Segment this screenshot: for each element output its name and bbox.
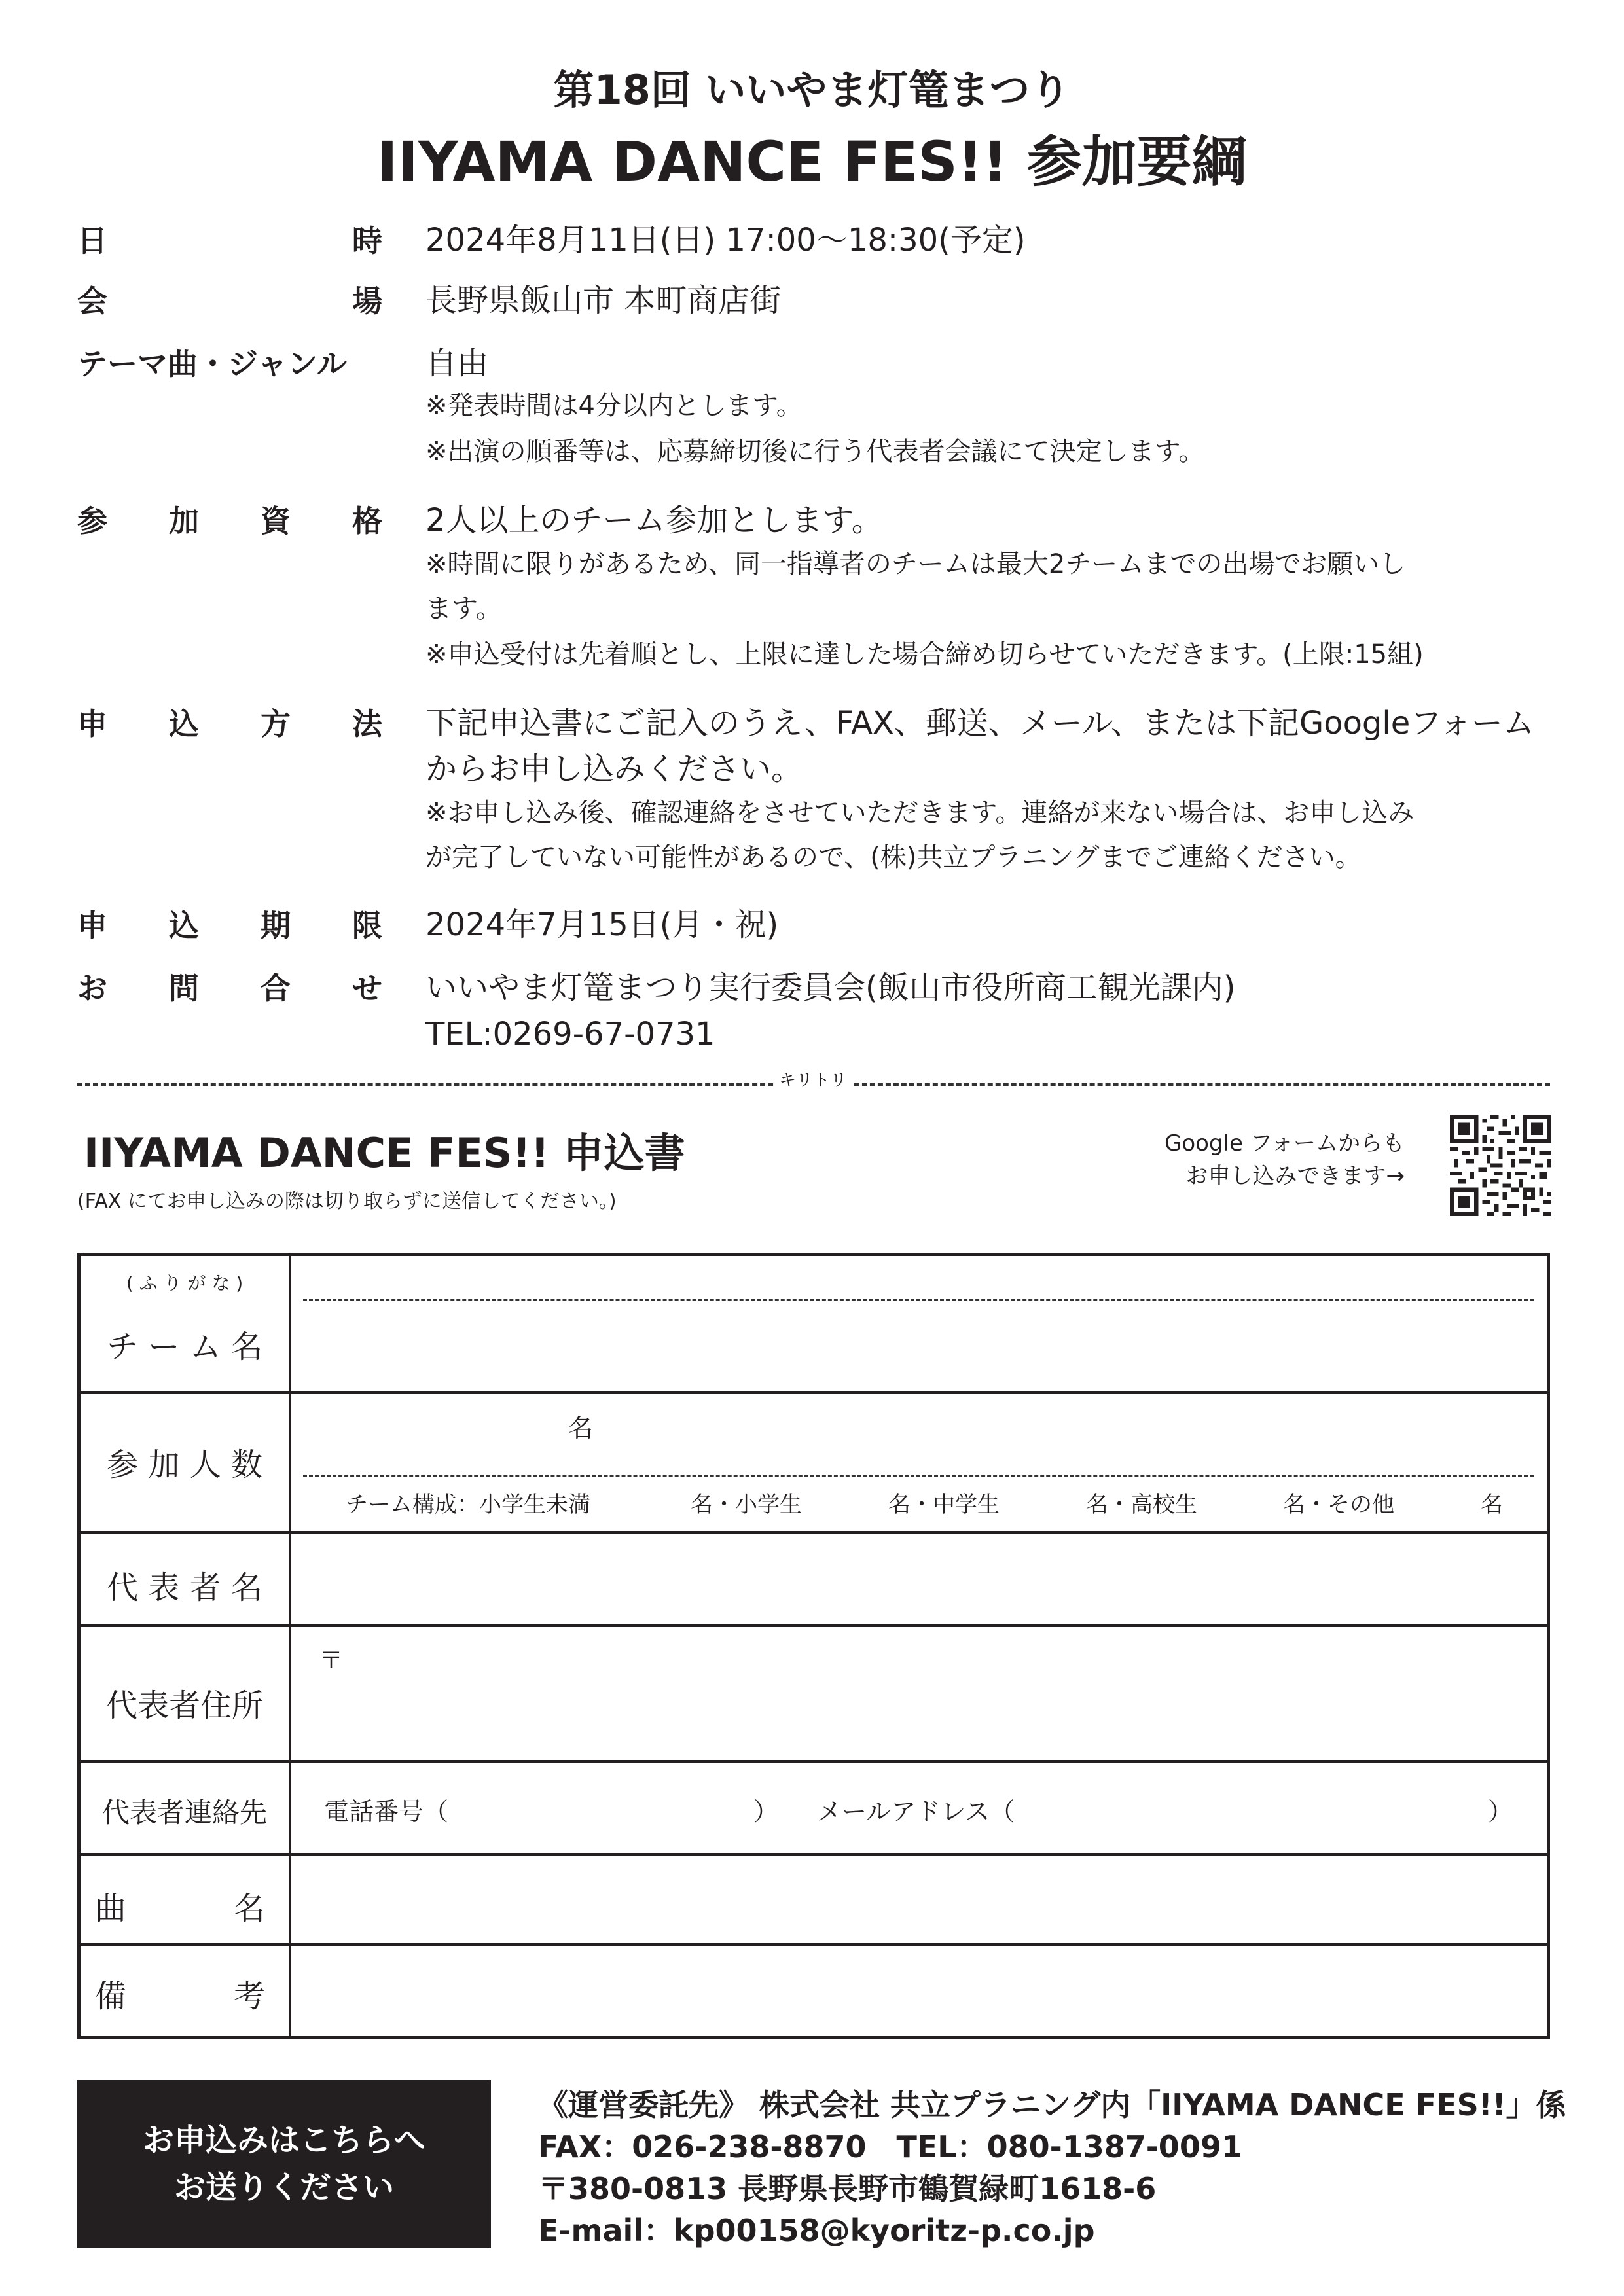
inquiry-tel: TEL:0269-67-0731 bbox=[425, 1016, 715, 1052]
composition-elementary: 名・小学生 bbox=[691, 1492, 802, 1518]
email-line[interactable]: E-mail：kp00158@kyoritz-p.co.jp bbox=[538, 2213, 1095, 2248]
form-subtitle: (FAX にてお申し込みの際は切り取らずに送信してください。) bbox=[77, 1190, 617, 1213]
rep-address-label: 代表者住所 bbox=[105, 1687, 263, 1724]
rep-name-input[interactable] bbox=[303, 1544, 1521, 1616]
members-count-input[interactable] bbox=[303, 1400, 1521, 1439]
eligibility-note: ます。 bbox=[425, 594, 502, 624]
furigana-input[interactable] bbox=[303, 1263, 1521, 1295]
rep-name-label: 代 表 者 名 bbox=[107, 1570, 262, 1606]
members-label: 参 加 人 数 bbox=[107, 1446, 262, 1483]
organizer-line: 《運営委託先》 株式会社 共立プラニング内「IIYAMA DANCE FES!!」係 bbox=[538, 2087, 1566, 2123]
email-label: メールアドレス（ bbox=[817, 1797, 1015, 1826]
method-note: ※お申し込み後、確認連絡をさせていただきます。連絡が来ない場合は、お申し込み bbox=[425, 798, 1415, 828]
date-value: 2024年8月11日(日) 17:00〜18:30(予定) bbox=[425, 222, 1026, 259]
festival-title: 第18回 いいやま灯篭まつり bbox=[553, 66, 1071, 114]
label-venue: 会 場 bbox=[77, 283, 382, 319]
rep-address-input[interactable] bbox=[303, 1636, 1521, 1753]
row-divider bbox=[81, 1943, 1547, 1946]
deadline-value: 2024年7月15日(月・祝) bbox=[425, 906, 779, 943]
members-divider bbox=[303, 1475, 1534, 1477]
email-input[interactable] bbox=[1036, 1780, 1481, 1832]
qr-code-icon[interactable] bbox=[1450, 1115, 1551, 1216]
label-inquiry: お 問 合 せ bbox=[77, 971, 382, 1006]
song-label: 曲 名 bbox=[95, 1890, 265, 1927]
application-form bbox=[77, 1253, 1550, 2039]
eligibility-note: ※時間に限りがあるため、同一指導者のチームは最大2チームまでの出場でお願いし bbox=[425, 549, 1406, 579]
label-date: 日 時 bbox=[77, 223, 382, 259]
team-name-label: チ ー ム 名 bbox=[107, 1329, 262, 1365]
row-divider bbox=[81, 1531, 1547, 1534]
furigana-divider bbox=[303, 1299, 1534, 1301]
fax-tel-line: FAX：026-238-8870 TEL：080-1387-0091 bbox=[538, 2129, 1242, 2164]
venue-value: 長野県飯山市 本町商店街 bbox=[425, 282, 782, 319]
page-title: IIYAMA DANCE FES!! 参加要綱 bbox=[377, 130, 1247, 194]
row-divider bbox=[81, 1391, 1547, 1394]
members-unit: 名 bbox=[568, 1414, 594, 1443]
eligibility-note: ※申込受付は先着順とし、上限に達した場合締め切らせていただきます。(上限:15組) bbox=[425, 639, 1424, 670]
send-to-box: お申込みはこちらへ お送りください bbox=[77, 2080, 491, 2248]
postal-mark: 〒 bbox=[319, 1647, 344, 1674]
inquiry-value: いいやま灯篭まつり実行委員会(飯山市役所商工観光課内) bbox=[425, 969, 1236, 1006]
phone-input[interactable] bbox=[486, 1780, 748, 1832]
google-form-note: Google フォームからも お申し込みできます→ bbox=[1164, 1130, 1405, 1189]
label-eligibility: 参 加 資 格 bbox=[77, 503, 382, 539]
composition-unit: 名 bbox=[1481, 1492, 1503, 1518]
composition-high-school: 名・高校生 bbox=[1086, 1492, 1197, 1518]
furigana-label: ( ふ り が な ) bbox=[126, 1272, 244, 1294]
method-line: 下記申込書にご記入のうえ、FAX、郵送、メール、または下記Googleフォーム bbox=[425, 705, 1534, 742]
team-name-input[interactable] bbox=[303, 1308, 1521, 1374]
label-deadline: 申 込 期 限 bbox=[77, 908, 382, 943]
composition-under-elementary: チーム構成：小学生未満 bbox=[346, 1492, 590, 1518]
remarks-input[interactable] bbox=[303, 1955, 1521, 2027]
row-divider bbox=[81, 1853, 1547, 1856]
composition-other: 名・その他 bbox=[1283, 1492, 1394, 1518]
column-divider bbox=[289, 1256, 291, 2036]
method-note: が完了していない可能性があるので、(株)共立プラニングまでご連絡ください。 bbox=[425, 842, 1362, 872]
label-theme: テーマ曲・ジャンル bbox=[77, 346, 347, 382]
phone-close: ） bbox=[753, 1797, 779, 1826]
email-close: ） bbox=[1488, 1797, 1513, 1826]
row-divider bbox=[81, 1760, 1547, 1763]
rep-contact-label: 代表者連絡先 bbox=[101, 1797, 267, 1829]
cut-label: キリトリ bbox=[774, 1067, 852, 1091]
eligibility-value: 2人以上のチーム参加とします。 bbox=[425, 502, 883, 539]
row-divider bbox=[81, 1624, 1547, 1627]
composition-junior-high: 名・中学生 bbox=[888, 1492, 1000, 1518]
theme-note: ※出演の順番等は、応募締切後に行う代表者会議にて決定します。 bbox=[425, 437, 1205, 467]
remarks-label: 備 考 bbox=[95, 1978, 265, 2015]
song-input[interactable] bbox=[303, 1865, 1521, 1937]
label-method: 申 込 方 法 bbox=[77, 706, 382, 742]
address-line: 〒380-0813 長野県長野市鶴賀緑町1618-6 bbox=[538, 2171, 1157, 2206]
theme-value: 自由 bbox=[425, 345, 489, 382]
method-line: からお申し込みください。 bbox=[425, 751, 803, 787]
form-title: IIYAMA DANCE FES!! 申込書 bbox=[84, 1129, 685, 1177]
theme-note: ※発表時間は4分以内とします。 bbox=[425, 391, 803, 421]
phone-label: 電話番号（ bbox=[324, 1797, 449, 1826]
